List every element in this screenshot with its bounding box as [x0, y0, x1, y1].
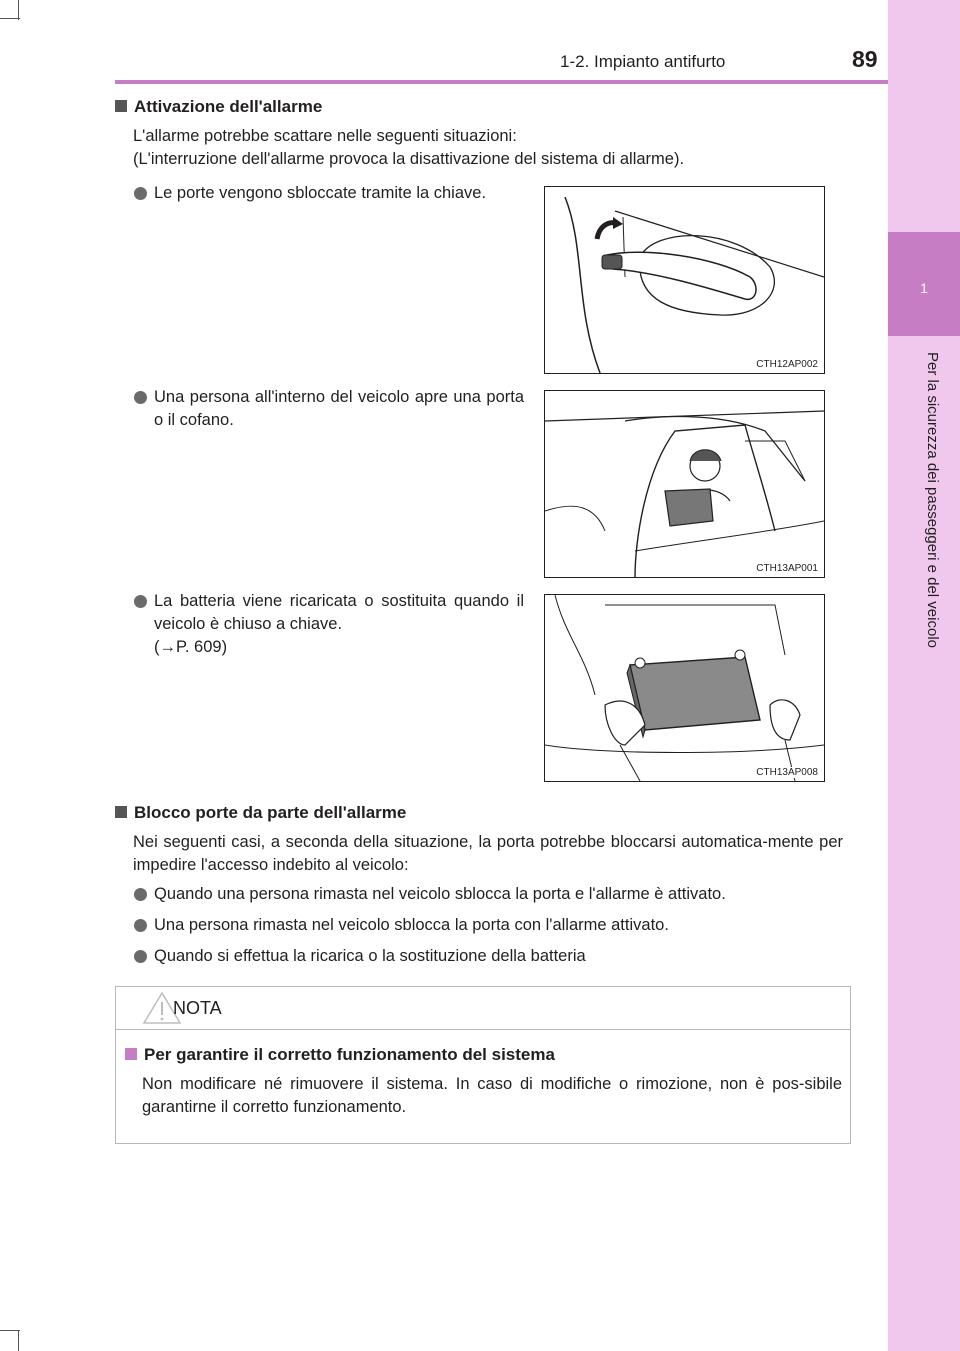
figure-code: CTH13AP008	[756, 767, 818, 778]
list-item	[134, 945, 834, 968]
crop-mark	[18, 1330, 19, 1351]
figure-door-handle-key	[544, 186, 825, 374]
arrow-right-icon: →	[159, 638, 176, 656]
crop-mark	[18, 0, 19, 20]
figure-battery-replacement	[544, 594, 825, 782]
bullet-icon	[134, 888, 147, 901]
chapter-side-tab	[888, 0, 960, 1351]
bullet-icon	[134, 595, 147, 608]
note-label: NOTA	[173, 998, 222, 1018]
battery-replacement-illustration	[545, 595, 824, 781]
list-item-text: Una persona all'interno del veicolo apre una porta o il cofano.	[154, 388, 524, 429]
page-reference-text: P. 609	[176, 638, 222, 656]
page-reference[interactable]: (→P. 609)	[154, 638, 228, 656]
chapter-number-tab	[888, 232, 960, 336]
square-bullet-icon	[115, 100, 127, 112]
note-header	[116, 987, 850, 1030]
crop-mark	[0, 18, 20, 19]
figure-code: CTH13AP001	[756, 563, 818, 574]
note-text: Non modificare né rimuovere il sistema. In caso di modifiche o rimozione, non è pos-sibile garantirne il corretto funzionamento.	[142, 1075, 842, 1116]
door-handle-key-illustration	[545, 187, 824, 373]
bullet-icon	[134, 391, 147, 404]
section-heading-lock	[115, 803, 406, 823]
page-number: 89	[852, 46, 878, 72]
chapter-number: 1	[920, 280, 928, 296]
square-bullet-icon	[125, 1048, 137, 1060]
alarm-intro-line2: (L'interruzione dell'allarme provoca la disattivazione del sistema di allarme).	[133, 150, 685, 168]
note-box	[115, 986, 851, 1144]
bullet-icon	[134, 187, 147, 200]
list-item	[134, 590, 524, 659]
list-item	[134, 386, 524, 432]
header-divider	[115, 80, 888, 84]
bullet-icon	[134, 950, 147, 963]
list-item	[134, 914, 834, 937]
figure-code: CTH12AP002	[756, 359, 818, 370]
lock-intro: Nei seguenti casi, a seconda della situazione, la porta potrebbe bloccarsi automatica-mente per impedire l'accesso indebito al veicolo:	[133, 833, 843, 874]
header-section-title: 1-2. Impianto antifurto	[560, 52, 726, 71]
note-heading-text: Per garantire il corretto funzionamento del sistema	[144, 1045, 555, 1064]
section-heading-text: Attivazione dell'allarme	[134, 97, 323, 116]
figure-person-in-car	[544, 390, 825, 578]
list-item	[134, 883, 834, 906]
crop-mark	[0, 1330, 20, 1331]
list-item-text: Una persona rimasta nel veicolo sblocca la porta con l'allarme attivato.	[154, 916, 669, 934]
list-item-text: Quando una persona rimasta nel veicolo sblocca la porta e l'allarme è attivato.	[154, 885, 726, 903]
chapter-title: Per la sicurezza dei passeggeri e del veicolo	[924, 352, 941, 648]
list-item	[134, 182, 524, 205]
person-in-car-illustration	[545, 391, 824, 577]
section-heading-text: Blocco porte da parte dell'allarme	[134, 803, 407, 822]
alarm-intro-line1: L'allarme potrebbe scattare nelle seguenti situazioni:	[133, 127, 517, 145]
bullet-icon	[134, 919, 147, 932]
list-item-text: La batteria viene ricaricata o sostituita quando il veicolo è chiuso a chiave.	[154, 592, 524, 633]
section-heading-alarm	[115, 97, 322, 117]
list-item-text: Le porte vengono sbloccate tramite la chiave.	[154, 184, 487, 202]
square-bullet-icon	[115, 806, 127, 818]
list-item-text: Quando si effettua la ricarica o la sostituzione della batteria	[154, 947, 586, 965]
note-heading	[125, 1045, 555, 1065]
